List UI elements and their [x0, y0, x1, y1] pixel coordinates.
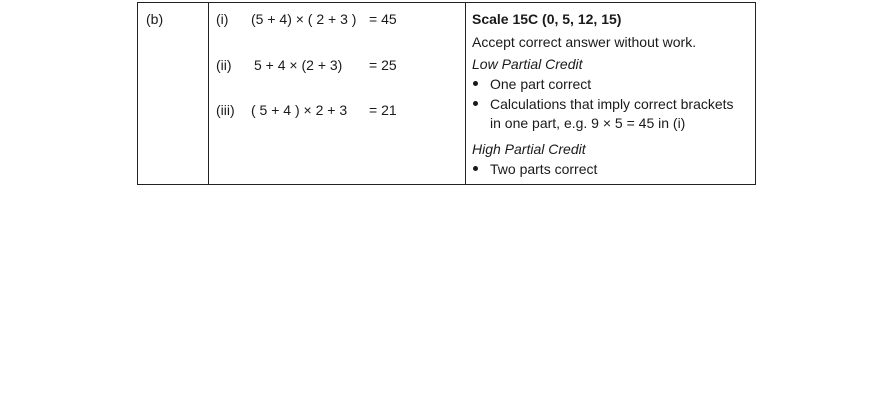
- item-number-i: (i): [216, 11, 229, 27]
- column-divider-1: [208, 3, 209, 184]
- bullet-icon: [473, 166, 478, 171]
- bullet-icon: [473, 81, 478, 86]
- scale-heading: Scale 15C (0, 5, 12, 15): [472, 11, 622, 27]
- marking-scheme-table: [137, 2, 756, 185]
- item-result-i: = 45: [369, 11, 397, 27]
- high-partial-credit-heading: High Partial Credit: [472, 141, 586, 157]
- item-result-iii: = 21: [369, 102, 397, 118]
- part-label: (b): [146, 11, 164, 27]
- low-credit-item-1: One part correct: [490, 76, 592, 92]
- bullet-icon: [473, 101, 478, 106]
- high-credit-item-1: Two parts correct: [490, 161, 598, 177]
- item-number-iii: (iii): [216, 102, 235, 118]
- item-number-ii: (ii): [216, 57, 232, 73]
- column-divider-2: [465, 3, 466, 184]
- item-result-ii: = 25: [369, 57, 397, 73]
- item-expression-i: (5 + 4) × ( 2 + 3 ): [251, 11, 357, 27]
- item-expression-iii: ( 5 + 4 ) × 2 + 3: [251, 102, 348, 118]
- low-partial-credit-heading: Low Partial Credit: [472, 56, 583, 72]
- low-credit-item-2: Calculations that imply correct brackets: [490, 96, 734, 112]
- low-credit-item-2-continued: in one part, e.g. 9 × 5 = 45 in (i): [490, 115, 686, 131]
- accept-note: Accept correct answer without work.: [472, 34, 697, 50]
- item-expression-ii: 5 + 4 × (2 + 3): [254, 57, 343, 73]
